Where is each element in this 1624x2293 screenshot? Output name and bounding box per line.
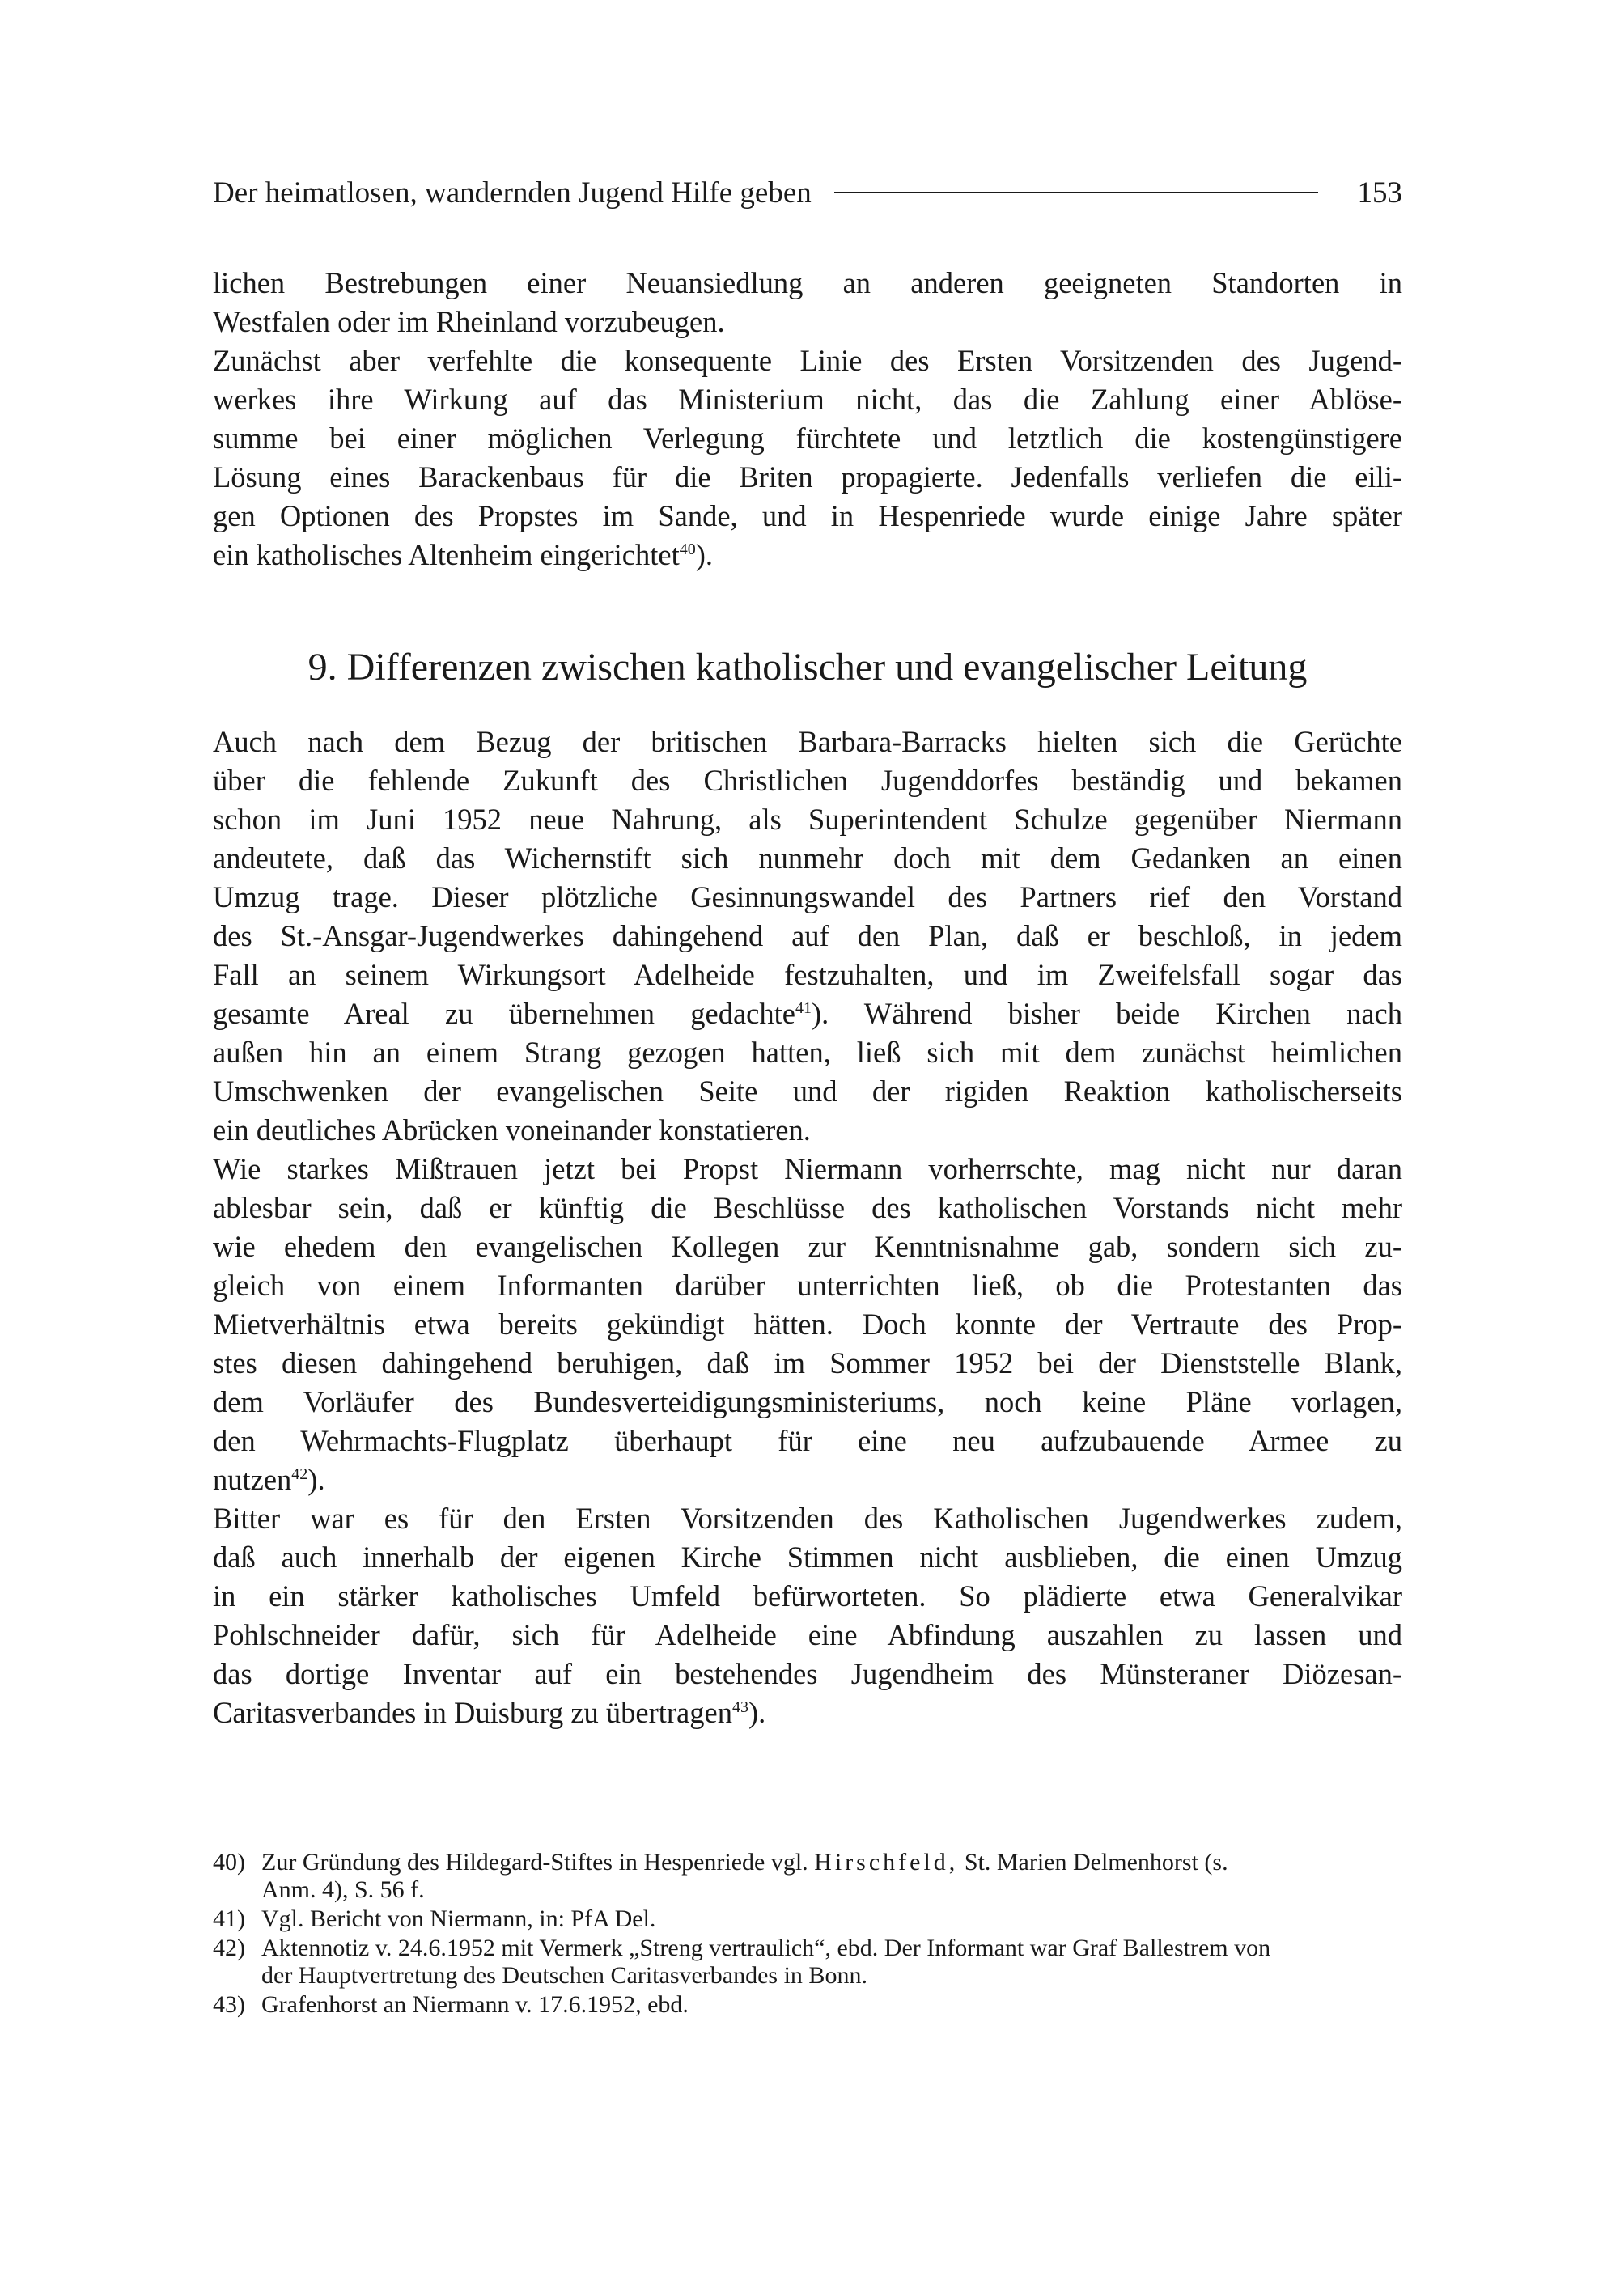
footnote-ref-40: 40 <box>679 540 696 558</box>
text-fragment: ). <box>695 538 714 571</box>
paragraph-block-2 <box>213 723 1402 1732</box>
text-line: andeutete, daß das Wichernstift sich nunmehr doch mit dem Gedanken an einen <box>213 841 1402 875</box>
text-line: ein deutliches Abrücken voneinander konstatieren. <box>213 1113 811 1146</box>
text-line <box>213 1460 1402 1499</box>
section-heading: 9. Differenzen zwischen katholischer und evangelischer Leitung <box>307 646 1308 689</box>
text-fragment: St. Marien Delmenhorst (s. <box>964 1849 1228 1876</box>
text-line: gen Optionen des Propstes im Sande, und in Hespenriede wurde einige Jahre später <box>213 499 1402 532</box>
running-header <box>213 168 1402 217</box>
footnote-number: 43) <box>213 1991 245 2018</box>
footnote-text <box>261 1935 1402 1990</box>
text-fragment: Zur Gründung des Hildegard-Stiftes in Hespenriede vgl. <box>261 1849 808 1876</box>
text-line: lichen Bestrebungen einer Neuansiedlung an anderen geeigneten Standorten in <box>213 266 1402 299</box>
text-fragment: ). <box>307 1463 325 1496</box>
text-fragment: gesamte Areal zu übernehmen gedachte <box>213 997 795 1030</box>
text-line: Umschwenken der evangelischen Seite und der rigiden Reaktion katholischerseits <box>213 1074 1402 1108</box>
text-line: Lösung eines Barackenbaus für die Briten propagierte. Jedenfalls verliefen die eili- <box>213 460 1402 494</box>
text-line: daß auch innerhalb der eigenen Kirche Stimmen nicht ausblieben, die einen Umzug <box>213 1541 1402 1574</box>
header-rule <box>834 192 1318 193</box>
text-fragment: Anm. 4), S. 56 f. <box>261 1876 425 1903</box>
text-line: den Wehrmachts-Flugplatz überhaupt für eine neu aufzubauende Armee zu <box>213 1424 1402 1457</box>
text-line: außen hin an einem Strang gezogen hatten, ließ sich mit dem zunächst heimlichen <box>213 1036 1402 1069</box>
text-line: werkes ihre Wirkung auf das Ministerium nicht, das die Zahlung einer Ablöse- <box>213 383 1402 416</box>
text-line: summe bei einer möglichen Verlegung fürchtete und letztlich die kostengünstigere <box>213 422 1402 455</box>
text-line: Wie starkes Mißtrauen jetzt bei Propst Niermann vorherrschte, mag nicht nur daran <box>213 1152 1402 1185</box>
text-line <box>213 994 1402 1033</box>
text-line: des St.-Ansgar-Jugendwerkes dahingehend auf den Plan, daß er beschloß, in jedem <box>213 919 1402 952</box>
text-line: Bitter war es für den Ersten Vorsitzenden des Katholischen Jugendwerkes zudem, <box>213 1502 1402 1535</box>
text-fragment: Caritasverbandes in Duisburg zu übertragen <box>213 1696 732 1729</box>
text-line: Auch nach dem Bezug der britischen Barbara-Barracks hielten sich die Gerüchte <box>213 725 1402 758</box>
text-line: über die fehlende Zukunft des Christlichen Jugenddorfes beständig und bekamen <box>213 764 1402 797</box>
text-line <box>213 1693 1402 1732</box>
footnote-number: 40) <box>213 1849 245 1876</box>
text-fragment: ). Während bisher beide Kirchen nach <box>811 997 1402 1030</box>
text-fragment: nutzen <box>213 1463 292 1496</box>
footnote-41 <box>213 1905 1402 1933</box>
text-line: dem Vorläufer des Bundesverteidigungsministeriums, noch keine Pläne vorlagen, <box>213 1385 1402 1418</box>
text-fragment: ein katholisches Altenheim eingerichtet <box>213 538 680 571</box>
author-name: Hirschfeld, <box>814 1849 959 1876</box>
footnote-40 <box>213 1849 1402 1904</box>
text-line: wie ehedem den evangelischen Kollegen zur Kenntnisnahme gab, sondern sich zu- <box>213 1230 1402 1263</box>
text-line: in ein stärker katholisches Umfeld befürworteten. So plädierte etwa Generalvikar <box>213 1579 1402 1613</box>
footnote-text: Grafenhorst an Niermann v. 17.6.1952, ebd. <box>261 1991 689 2018</box>
text-line: schon im Juni 1952 neue Nahrung, als Superintendent Schulze gegenüber Niermann <box>213 803 1402 836</box>
text-fragment: Aktennotiz v. 24.6.1952 mit Vermerk „Streng vertraulich“, ebd. Der Informant war Graf Ballestrem von <box>261 1935 1271 1961</box>
footnote-number: 41) <box>213 1905 245 1932</box>
footnote-ref-41: 41 <box>795 998 812 1017</box>
text-fragment: ). <box>748 1696 766 1729</box>
footnote-ref-42: 42 <box>291 1464 308 1483</box>
text-line: gleich von einem Informanten darüber unterrichten ließ, ob die Protestanten das <box>213 1269 1402 1302</box>
text-line: das dortige Inventar auf ein bestehendes Jugendheim des Münsteraner Diözesan- <box>213 1657 1402 1690</box>
text-line: stes diesen dahingehend beruhigen, daß im Sommer 1952 bei der Dienststelle Blank, <box>213 1346 1402 1380</box>
text-line: Fall an seinem Wirkungsort Adelheide festzuhalten, und im Zweifelsfall sogar das <box>213 958 1402 991</box>
text-line: Umzug trage. Dieser plötzliche Gesinnungswandel des Partners rief den Vorstand <box>213 880 1402 913</box>
paragraph-block-1 <box>213 264 1402 574</box>
text-line: Pohlschneider dafür, sich für Adelheide eine Abfindung auszahlen zu lassen und <box>213 1618 1402 1651</box>
footnote-ref-43: 43 <box>731 1697 748 1716</box>
text-line: Mietverhältnis etwa bereits gekündigt hätten. Doch konnte der Vertraute des Prop- <box>213 1308 1402 1341</box>
footnote-number: 42) <box>213 1935 245 1961</box>
text-fragment: der Hauptvertretung des Deutschen Caritasverbandes in Bonn. <box>261 1962 867 1989</box>
text-line <box>213 536 1402 574</box>
running-title: Der heimatlosen, wandernden Jugend Hilfe geben <box>213 176 812 210</box>
page-number: 153 <box>1357 176 1402 210</box>
text-line: Westfalen oder im Rheinland vorzubeugen. <box>213 305 725 338</box>
footnote-42 <box>213 1935 1402 1990</box>
text-line: ablesbar sein, daß er künftig die Beschlüsse des katholischen Vorstands nicht mehr <box>213 1191 1402 1224</box>
footnote-text: Vgl. Bericht von Niermann, in: PfA Del. <box>261 1905 656 1932</box>
text-line: Zunächst aber verfehlte die konsequente Linie des Ersten Vorsitzenden des Jugend- <box>213 344 1402 377</box>
footnote-43 <box>213 1991 1402 2019</box>
footnote-text <box>261 1849 1402 1904</box>
footnotes <box>213 1849 1402 2020</box>
